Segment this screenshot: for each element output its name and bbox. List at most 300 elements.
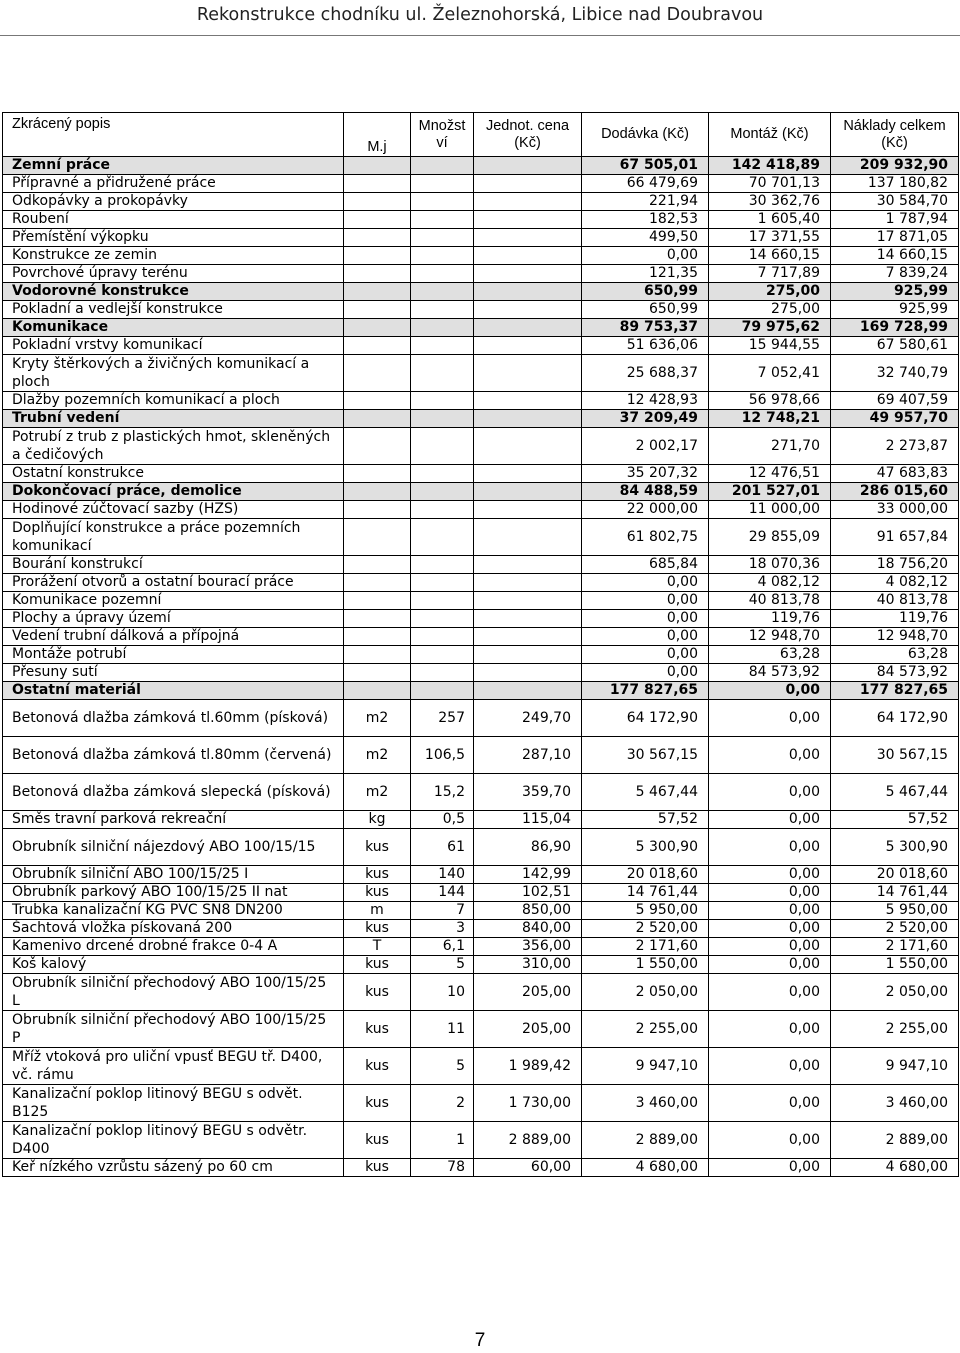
cell-total: 47 683,83: [831, 465, 959, 483]
cell-installation: 0,00: [709, 682, 831, 700]
cell-supply: 685,84: [582, 556, 709, 574]
cell-quantity: [411, 428, 474, 465]
cell-unit: kus: [344, 1085, 411, 1122]
cell-unit-price: [474, 355, 582, 392]
cell-unit-price: 60,00: [474, 1159, 582, 1177]
cell-unit-price: [474, 211, 582, 229]
cell-unit-price: 102,51: [474, 884, 582, 902]
cell-total: 69 407,59: [831, 392, 959, 410]
cell-quantity: [411, 301, 474, 319]
cell-installation: 0,00: [709, 866, 831, 884]
cell-description: Pokladní vrstvy komunikací: [3, 337, 344, 355]
cell-unit-price: [474, 157, 582, 175]
cell-unit-price: [474, 501, 582, 519]
cell-unit-price: [474, 301, 582, 319]
cell-unit-price: 1 989,42: [474, 1048, 582, 1085]
table-row: [3, 392, 959, 410]
cell-installation: 0,00: [709, 1085, 831, 1122]
cell-total: 119,76: [831, 610, 959, 628]
column-header-installation: Montáž (Kč): [709, 113, 831, 157]
table-row: [3, 301, 959, 319]
table-row: [3, 428, 959, 465]
cell-total: 91 657,84: [831, 519, 959, 556]
cell-supply: 30 567,15: [582, 737, 709, 774]
cell-quantity: 5: [411, 956, 474, 974]
cell-quantity: [411, 556, 474, 574]
table-row: [3, 938, 959, 956]
cell-installation: 12 476,51: [709, 465, 831, 483]
cell-total: 9 947,10: [831, 1048, 959, 1085]
cell-description: Betonová dlažba zámková tl.60mm (písková): [3, 700, 344, 737]
cell-supply: 0,00: [582, 628, 709, 646]
cell-supply: 35 207,32: [582, 465, 709, 483]
cell-quantity: [411, 519, 474, 556]
cell-total: 4 082,12: [831, 574, 959, 592]
cell-unit: [344, 574, 411, 592]
table-row: [3, 247, 959, 265]
cell-supply: 4 680,00: [582, 1159, 709, 1177]
cell-supply: 2 050,00: [582, 974, 709, 1011]
cell-description: Kanalizační poklop litinový BEGU s odvět. B125: [3, 1085, 344, 1122]
cell-unit: [344, 628, 411, 646]
cell-unit-price: [474, 193, 582, 211]
cell-supply: 64 172,90: [582, 700, 709, 737]
cell-quantity: [411, 465, 474, 483]
cell-total: 925,99: [831, 283, 959, 301]
cell-supply: 0,00: [582, 247, 709, 265]
cell-quantity: 3: [411, 920, 474, 938]
cell-quantity: [411, 265, 474, 283]
cell-unit: kg: [344, 811, 411, 829]
cell-total: 18 756,20: [831, 556, 959, 574]
cell-unit-price: [474, 483, 582, 501]
cell-description: Přesuny sutí: [3, 664, 344, 682]
cell-description: Hodinové zúčtovací sazby (HZS): [3, 501, 344, 519]
cell-quantity: 2: [411, 1085, 474, 1122]
cell-quantity: [411, 610, 474, 628]
cell-unit-price: [474, 519, 582, 556]
table-row: [3, 501, 959, 519]
cell-total: 169 728,99: [831, 319, 959, 337]
cell-supply: 0,00: [582, 610, 709, 628]
cell-unit: [344, 355, 411, 392]
table-row: [3, 211, 959, 229]
cell-installation: 0,00: [709, 884, 831, 902]
cell-supply: 650,99: [582, 301, 709, 319]
cell-description: Obrubník silniční přechodový ABO 100/15/25 P: [3, 1011, 344, 1048]
cell-description: Koš kalový: [3, 956, 344, 974]
column-header-unit-price: Jednot. cena (Kč): [474, 113, 582, 157]
cell-installation: 56 978,66: [709, 392, 831, 410]
table-row: [3, 337, 959, 355]
cell-installation: 0,00: [709, 974, 831, 1011]
table-row: [3, 920, 959, 938]
cell-supply: 2 520,00: [582, 920, 709, 938]
cell-quantity: [411, 283, 474, 301]
column-header-quantity: Množst ví: [411, 113, 474, 157]
cell-supply: 57,52: [582, 811, 709, 829]
table-row: [3, 902, 959, 920]
cell-quantity: [411, 628, 474, 646]
document-header-title: Rekonstrukce chodníku ul. Železnohorská, Libice nad Doubravou: [196, 5, 764, 25]
cell-installation: 0,00: [709, 938, 831, 956]
cell-installation: 79 975,62: [709, 319, 831, 337]
cell-unit: kus: [344, 974, 411, 1011]
cell-unit-price: 850,00: [474, 902, 582, 920]
cell-total: 12 948,70: [831, 628, 959, 646]
cell-unit: [344, 682, 411, 700]
cell-total: 20 018,60: [831, 866, 959, 884]
group-row: [3, 283, 959, 301]
cell-total: 925,99: [831, 301, 959, 319]
cell-quantity: [411, 574, 474, 592]
cell-unit: [344, 483, 411, 501]
cell-total: 3 460,00: [831, 1085, 959, 1122]
cell-unit-price: 356,00: [474, 938, 582, 956]
cell-installation: 0,00: [709, 700, 831, 737]
cell-installation: 12 748,21: [709, 410, 831, 428]
table-row: [3, 737, 959, 774]
cell-quantity: 106,5: [411, 737, 474, 774]
cell-unit-price: [474, 556, 582, 574]
table-row: [3, 1011, 959, 1048]
cell-description: Odkopávky a prokopávky: [3, 193, 344, 211]
cell-supply: 84 488,59: [582, 483, 709, 501]
table-row: [3, 465, 959, 483]
cell-description: Konstrukce ze zemin: [3, 247, 344, 265]
cell-description: Komunikace: [3, 319, 344, 337]
cell-unit: kus: [344, 920, 411, 938]
cell-total: 4 680,00: [831, 1159, 959, 1177]
cell-quantity: [411, 646, 474, 664]
table-row: [3, 884, 959, 902]
cell-unit-price: 310,00: [474, 956, 582, 974]
cell-total: 7 839,24: [831, 265, 959, 283]
cell-quantity: [411, 157, 474, 175]
cell-unit-price: 115,04: [474, 811, 582, 829]
cell-total: 84 573,92: [831, 664, 959, 682]
cell-supply: 12 428,93: [582, 392, 709, 410]
cell-description: Pokladní a vedlejší konstrukce: [3, 301, 344, 319]
cell-quantity: [411, 392, 474, 410]
cell-quantity: [411, 229, 474, 247]
cell-unit-price: [474, 428, 582, 465]
cell-installation: 0,00: [709, 956, 831, 974]
cell-unit-price: 249,70: [474, 700, 582, 737]
cell-unit-price: [474, 265, 582, 283]
cell-supply: 66 479,69: [582, 175, 709, 193]
cell-total: 67 580,61: [831, 337, 959, 355]
cell-description: Komunikace pozemní: [3, 592, 344, 610]
cell-quantity: [411, 682, 474, 700]
cell-unit-price: [474, 610, 582, 628]
cell-unit-price: 2 889,00: [474, 1122, 582, 1159]
column-header-description: Zkrácený popis: [3, 113, 344, 157]
cell-supply: 177 827,65: [582, 682, 709, 700]
cell-unit-price: 287,10: [474, 737, 582, 774]
cell-quantity: 257: [411, 700, 474, 737]
cell-total: 177 827,65: [831, 682, 959, 700]
cell-description: Trubní vedení: [3, 410, 344, 428]
cell-supply: 2 002,17: [582, 428, 709, 465]
cell-unit: kus: [344, 1048, 411, 1085]
table-row: [3, 610, 959, 628]
cell-description: Bourání konstrukcí: [3, 556, 344, 574]
table-row: [3, 574, 959, 592]
cell-quantity: 6,1: [411, 938, 474, 956]
cell-installation: 0,00: [709, 1159, 831, 1177]
table-row: [3, 646, 959, 664]
cell-unit-price: [474, 392, 582, 410]
table-row: [3, 774, 959, 811]
cell-unit: m2: [344, 737, 411, 774]
cell-supply: 3 460,00: [582, 1085, 709, 1122]
cell-installation: 0,00: [709, 1011, 831, 1048]
cell-quantity: [411, 501, 474, 519]
table-row: [3, 175, 959, 193]
cell-unit-price: [474, 574, 582, 592]
cell-unit-price: 1 730,00: [474, 1085, 582, 1122]
cell-unit: [344, 428, 411, 465]
cell-quantity: [411, 592, 474, 610]
cell-description: Přemístění výkopku: [3, 229, 344, 247]
table-row: [3, 556, 959, 574]
table-row: [3, 1159, 959, 1177]
cell-quantity: [411, 410, 474, 428]
cell-unit-price: [474, 682, 582, 700]
cell-quantity: [411, 483, 474, 501]
cell-installation: 0,00: [709, 811, 831, 829]
cell-unit: kus: [344, 1011, 411, 1048]
cell-description: Směs travní parková rekreační: [3, 811, 344, 829]
table-row: [3, 265, 959, 283]
cell-description: Kamenivo drcené drobné frakce 0-4 A: [3, 938, 344, 956]
cell-unit-price: [474, 175, 582, 193]
column-header-unit: M.j: [344, 113, 411, 157]
cell-total: 286 015,60: [831, 483, 959, 501]
cell-total: 2 273,87: [831, 428, 959, 465]
table-body: [3, 113, 959, 1177]
cell-unit: [344, 501, 411, 519]
cell-description: Obrubník parkový ABO 100/15/25 II nat: [3, 884, 344, 902]
cell-description: Dokončovací práce, demolice: [3, 483, 344, 501]
cell-quantity: 61: [411, 829, 474, 866]
cell-description: Dlažby pozemních komunikací a ploch: [3, 392, 344, 410]
cell-unit-price: [474, 247, 582, 265]
cell-description: Kryty štěrkových a živičných komunikací a ploch: [3, 355, 344, 392]
cell-supply: 0,00: [582, 592, 709, 610]
cell-quantity: [411, 193, 474, 211]
cell-total: 5 950,00: [831, 902, 959, 920]
cell-installation: 0,00: [709, 902, 831, 920]
cell-total: 17 871,05: [831, 229, 959, 247]
cell-unit-price: [474, 319, 582, 337]
cell-unit: [344, 646, 411, 664]
cell-supply: 182,53: [582, 211, 709, 229]
cell-installation: 201 527,01: [709, 483, 831, 501]
cell-unit-price: 205,00: [474, 974, 582, 1011]
cell-total: 49 957,70: [831, 410, 959, 428]
cell-supply: 2 889,00: [582, 1122, 709, 1159]
cell-total: 32 740,79: [831, 355, 959, 392]
cell-total: 33 000,00: [831, 501, 959, 519]
cell-installation: 15 944,55: [709, 337, 831, 355]
cell-description: Kanalizační poklop litinový BEGU s odvětr. D400: [3, 1122, 344, 1159]
cell-total: 1 550,00: [831, 956, 959, 974]
cell-description: Betonová dlažba zámková slepecká (písková): [3, 774, 344, 811]
cell-supply: 67 505,01: [582, 157, 709, 175]
table-row: [3, 628, 959, 646]
cell-description: Montáže potrubí: [3, 646, 344, 664]
cell-installation: 275,00: [709, 283, 831, 301]
group-row: [3, 483, 959, 501]
cell-total: 2 171,60: [831, 938, 959, 956]
cell-installation: 29 855,09: [709, 519, 831, 556]
cell-unit: [344, 283, 411, 301]
cell-unit: [344, 519, 411, 556]
cell-total: 2 520,00: [831, 920, 959, 938]
cell-unit-price: 840,00: [474, 920, 582, 938]
cell-total: 40 813,78: [831, 592, 959, 610]
cell-quantity: [411, 355, 474, 392]
table-header-row: [3, 113, 959, 157]
cell-quantity: [411, 175, 474, 193]
cell-supply: 37 209,49: [582, 410, 709, 428]
cell-supply: 121,35: [582, 265, 709, 283]
cell-unit: kus: [344, 956, 411, 974]
cell-unit-price: 86,90: [474, 829, 582, 866]
cell-unit: [344, 392, 411, 410]
cell-supply: 2 171,60: [582, 938, 709, 956]
cell-description: Přípravné a přidružené práce: [3, 175, 344, 193]
cell-total: 5 300,90: [831, 829, 959, 866]
cell-unit-price: [474, 283, 582, 301]
group-row: [3, 319, 959, 337]
cell-quantity: 11: [411, 1011, 474, 1048]
cell-unit: [344, 592, 411, 610]
cell-installation: 0,00: [709, 774, 831, 811]
cell-supply: 20 018,60: [582, 866, 709, 884]
cell-description: Potrubí z trub z plastických hmot, skleněných a čedičových: [3, 428, 344, 465]
cell-description: Ostatní materiál: [3, 682, 344, 700]
cell-description: Roubení: [3, 211, 344, 229]
table-row: [3, 866, 959, 884]
table-row: [3, 700, 959, 737]
cell-installation: 70 701,13: [709, 175, 831, 193]
cell-quantity: 10: [411, 974, 474, 1011]
cell-quantity: [411, 211, 474, 229]
cell-installation: 4 082,12: [709, 574, 831, 592]
header-rule: [0, 35, 960, 36]
cell-total: 1 787,94: [831, 211, 959, 229]
table-row: [3, 1085, 959, 1122]
cell-description: Obrubník silniční ABO 100/15/25 I: [3, 866, 344, 884]
cell-total: 2 889,00: [831, 1122, 959, 1159]
cell-unit: kus: [344, 1159, 411, 1177]
cell-description: Trubka kanalizační KG PVC SN8 DN200: [3, 902, 344, 920]
cell-unit-price: [474, 410, 582, 428]
cell-supply: 5 950,00: [582, 902, 709, 920]
cell-unit: [344, 465, 411, 483]
cell-supply: 61 802,75: [582, 519, 709, 556]
cell-supply: 650,99: [582, 283, 709, 301]
cell-installation: 84 573,92: [709, 664, 831, 682]
cell-total: 57,52: [831, 811, 959, 829]
cell-installation: 1 605,40: [709, 211, 831, 229]
cell-supply: 0,00: [582, 664, 709, 682]
cell-total: 2 050,00: [831, 974, 959, 1011]
cell-total: 5 467,44: [831, 774, 959, 811]
table-row: [3, 811, 959, 829]
cell-supply: 5 300,90: [582, 829, 709, 866]
cell-installation: 0,00: [709, 1122, 831, 1159]
table-row: [3, 829, 959, 866]
cell-quantity: 5: [411, 1048, 474, 1085]
cell-description: Prorážení otvorů a ostatní bourací práce: [3, 574, 344, 592]
cell-unit: [344, 664, 411, 682]
table-row: [3, 1122, 959, 1159]
cell-total: 14 761,44: [831, 884, 959, 902]
cell-unit: kus: [344, 829, 411, 866]
cell-unit-price: [474, 465, 582, 483]
column-header-supply: Dodávka (Kč): [582, 113, 709, 157]
cell-supply: 5 467,44: [582, 774, 709, 811]
cell-quantity: 144: [411, 884, 474, 902]
cell-unit: kus: [344, 884, 411, 902]
cell-supply: 499,50: [582, 229, 709, 247]
cell-unit-price: [474, 664, 582, 682]
cell-quantity: 15,2: [411, 774, 474, 811]
cell-quantity: 0,5: [411, 811, 474, 829]
cell-total: 209 932,90: [831, 157, 959, 175]
cell-total: 64 172,90: [831, 700, 959, 737]
cell-supply: 89 753,37: [582, 319, 709, 337]
table-row: [3, 519, 959, 556]
cell-quantity: [411, 247, 474, 265]
cell-unit-price: [474, 628, 582, 646]
cell-installation: 275,00: [709, 301, 831, 319]
cell-unit: [344, 193, 411, 211]
cell-installation: 11 000,00: [709, 501, 831, 519]
cell-installation: 63,28: [709, 646, 831, 664]
cell-unit: m2: [344, 700, 411, 737]
cell-description: Plochy a úpravy území: [3, 610, 344, 628]
cell-quantity: [411, 337, 474, 355]
cell-installation: 14 660,15: [709, 247, 831, 265]
cell-installation: 0,00: [709, 829, 831, 866]
budget-table: [2, 112, 959, 1177]
cell-total: 2 255,00: [831, 1011, 959, 1048]
cell-total: 14 660,15: [831, 247, 959, 265]
cell-installation: 17 371,55: [709, 229, 831, 247]
cell-description: Vedení trubní dálková a přípojná: [3, 628, 344, 646]
cell-total: 63,28: [831, 646, 959, 664]
cell-description: Betonová dlažba zámková tl.80mm (červená): [3, 737, 344, 774]
cell-unit: [344, 175, 411, 193]
group-row: [3, 157, 959, 175]
cell-description: Povrchové úpravy terénu: [3, 265, 344, 283]
table-row: [3, 193, 959, 211]
cell-supply: 0,00: [582, 646, 709, 664]
cell-description: Doplňující konstrukce a práce pozemních komunikací: [3, 519, 344, 556]
cell-supply: 0,00: [582, 574, 709, 592]
cell-unit: m2: [344, 774, 411, 811]
cell-quantity: [411, 664, 474, 682]
cell-unit: kus: [344, 866, 411, 884]
cell-total: 30 584,70: [831, 193, 959, 211]
cell-description: Obrubník silniční nájezdový ABO 100/15/15: [3, 829, 344, 866]
cell-description: Mříž vtoková pro uliční vpusť BEGU tř. D400, vč. rámu: [3, 1048, 344, 1085]
